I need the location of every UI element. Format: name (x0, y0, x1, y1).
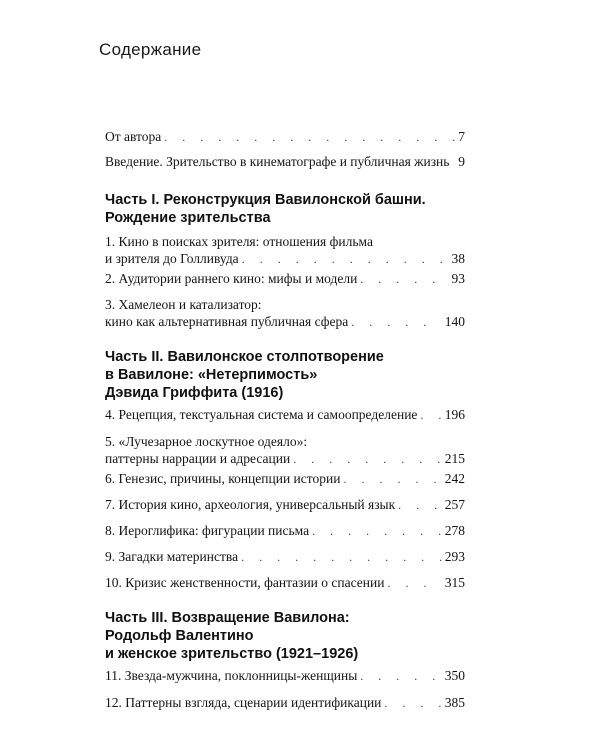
toc-entry-text: 2. Аудитории раннего кино: мифы и модели (105, 271, 358, 286)
toc-chapter-4[interactable] (105, 406, 465, 424)
part-heading-line: Рождение зрительства (105, 210, 271, 226)
leader-dots (351, 314, 442, 331)
toc-entry-text: 7. История кино, археология, универсальный язык (105, 497, 396, 512)
page-number: 257 (444, 497, 465, 512)
page-number: 38 (451, 251, 465, 266)
leader-dots (293, 451, 442, 468)
page-number: 278 (444, 523, 465, 538)
leader-dots (242, 251, 449, 268)
leader-dots (164, 129, 455, 146)
part-heading-line: в Вавилоне: «Нетерпимость» (105, 367, 318, 383)
part-heading-line: Дэвида Гриффита (1916) (105, 385, 284, 401)
toc-chapter-11[interactable] (105, 667, 465, 685)
part-2-heading[interactable] (105, 348, 485, 402)
toc-entry-text: Введение. Зрительство в кинематографе и публичная жизнь (105, 154, 450, 169)
page-number: 385 (444, 695, 465, 710)
page-number: 242 (444, 471, 465, 486)
toc-entry-text: паттерны наррации и адресации (105, 451, 291, 466)
toc-entry-text: 12. Паттерны взгляда, сценарии идентификации (105, 695, 382, 710)
leader-dots (420, 407, 441, 424)
leader-dots (360, 271, 448, 288)
page-number: 315 (444, 575, 465, 590)
part-heading-line: Часть III. Возвращение Вавилона: (105, 610, 350, 626)
leader-dots (398, 497, 442, 514)
part-1-heading[interactable] (105, 191, 485, 227)
toc-entry-text: От автора (105, 129, 162, 144)
part-3-heading[interactable] (105, 609, 485, 663)
leader-dots (360, 668, 441, 685)
toc-entry-text: 5. «Лучезарное лоскутное одеяло»: (105, 434, 308, 449)
page-number: 196 (444, 407, 465, 422)
toc-chapter-2[interactable] (105, 270, 465, 288)
leader-dots (312, 523, 442, 540)
page-number: 140 (444, 314, 465, 329)
toc-chapter-8[interactable] (105, 522, 465, 540)
toc-entry-text: 6. Генезис, причины, концепции истории (105, 471, 341, 486)
toc-entry-text: кино как альтернативная публичная сфера (105, 314, 349, 329)
part-heading-line: и женское зрительство (1921–1926) (105, 646, 359, 662)
toc-entry-text: 11. Звезда-мужчина, поклонницы-женщины (105, 668, 358, 683)
page-number: 215 (444, 451, 465, 466)
leader-dots (343, 471, 441, 488)
part-heading-line: Часть I. Реконструкция Вавилонской башни. (105, 192, 426, 208)
toc-entry-text: 10. Кризис женственности, фантазии о спасении (105, 575, 385, 590)
toc-entry-text: 9. Загадки материнства (105, 549, 239, 564)
toc-chapter-9[interactable] (105, 548, 465, 566)
toc-chapter-1[interactable] (105, 233, 465, 268)
toc-entry-text: и зрителя до Голливуда (105, 251, 239, 266)
page-number: 7 (458, 129, 465, 144)
page-number: 350 (444, 668, 465, 683)
toc-entry-text: 1. Кино в поисках зрителя: отношения фильма (105, 234, 373, 249)
page-number: 9 (458, 154, 465, 169)
toc-chapter-12[interactable] (105, 694, 465, 712)
toc-entry-text: 8. Иероглифика: фигурации письма (105, 523, 310, 538)
leader-dots (384, 695, 441, 712)
toc-chapter-3[interactable] (105, 296, 465, 331)
leader-dots (241, 549, 442, 566)
part-heading-line: Часть II. Вавилонское столпотворение (105, 349, 384, 365)
toc-entry-from-author[interactable] (105, 128, 465, 146)
page-number: 93 (451, 271, 465, 286)
toc-chapter-6[interactable] (105, 470, 465, 488)
page-title: Содержание (99, 40, 202, 59)
leader-dots (387, 575, 441, 592)
toc-entry-text: 3. Хамелеон и катализатор: (105, 297, 262, 312)
part-heading-line: Родольф Валентино (105, 628, 254, 644)
toc-entry-introduction[interactable] (105, 153, 465, 170)
toc-entry-text: 4. Рецепция, текстуальная система и самоопределение (105, 407, 418, 422)
page-number: 293 (444, 549, 465, 564)
toc-chapter-10[interactable] (105, 574, 465, 592)
toc-chapter-7[interactable] (105, 496, 465, 514)
toc-chapter-5[interactable] (105, 433, 465, 468)
